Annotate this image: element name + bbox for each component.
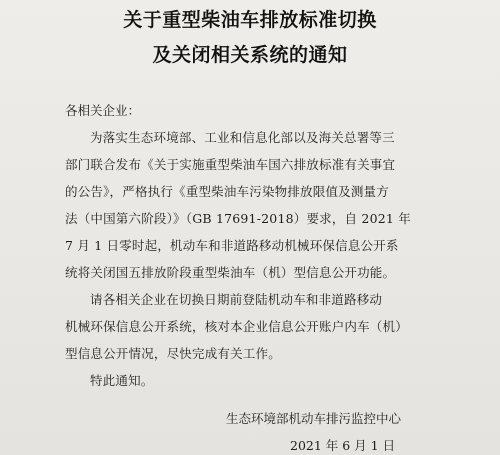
document-title-line-2: 及关闭相关系统的通知 — [152, 44, 348, 66]
paragraph2-line: 型信息公开情况，尽快完成有关工作。 — [65, 346, 281, 361]
paragraph1-line: 的公告》，严格执行《重型柴油车污染物排放限值及测量方 — [65, 184, 389, 199]
paragraph1-line: 7 月 1 日零时起，机动车和非道路移动机械环保信息公开系 — [65, 238, 399, 253]
document-title-line-1: 关于重型柴油车排放标准切换 — [123, 9, 377, 31]
paragraph2-line: 机械环保信息公开系统，核对本企业信息公开账户内车（机） — [65, 319, 408, 334]
paragraph1-line: 法（中国第六阶段）》（GB 17691-2018）要求，自 2021 年 — [65, 211, 411, 226]
signature-date: 2021 年 6 月 1 日 — [290, 438, 396, 453]
paragraph1-line: 统将关闭国五排放阶段重型柴油车（机）型信息公开功能。 — [65, 265, 396, 280]
closing-line: 特此通知。 — [90, 373, 154, 388]
signature-organization: 生态环境部机动车排污监控中心 — [226, 411, 402, 426]
paragraph2-line: 请各相关企业在切换日期前登陆机动车和非道路移动 — [90, 292, 383, 307]
salutation: 各相关企业： — [65, 103, 141, 118]
paragraph1-line: 为落实生态环境部、工业和信息化部以及海关总署等三 — [90, 130, 395, 145]
paragraph1-line: 部门联合发布《关于实施重型柴油车国六排放标准有关事宜 — [65, 157, 396, 172]
